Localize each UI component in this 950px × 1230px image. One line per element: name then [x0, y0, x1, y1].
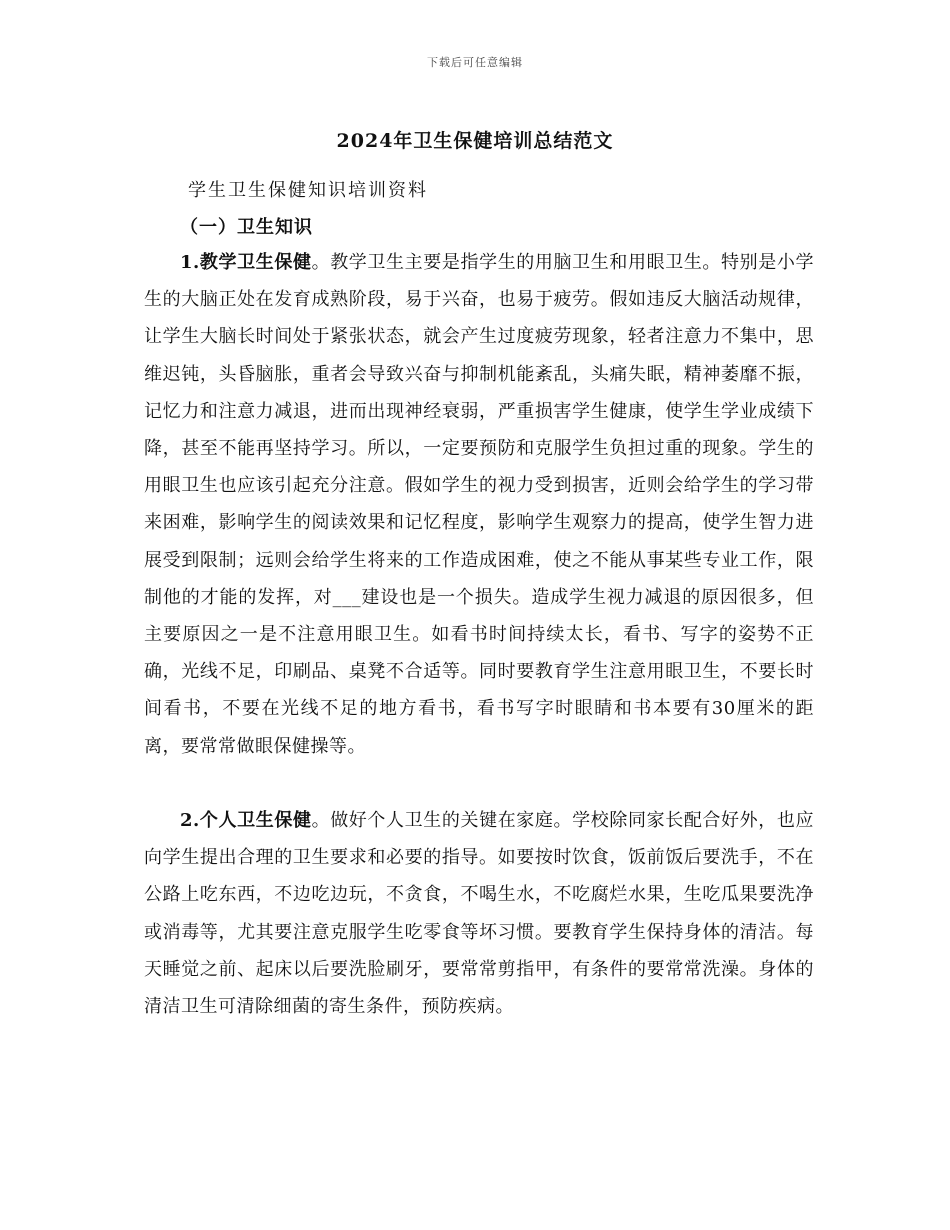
paragraph-lead: 1.教学卫生保健	[180, 252, 312, 273]
paragraph-body: 。教学卫生主要是指学生的用脑卫生和用眼卫生。特别是小学生的大脑正处在发育成熟阶段，易于兴奋，也易于疲劳。假如违反大脑活动规律，让学生大脑长时间处于紧张状态，就会产生过度疲劳现象，轻者注意力不集中，思维迟钝，头昏脑胀，重者会导致兴奋与抑制机能紊乱，头痛失眠，精神萎靡不振，记忆力和注意力减退，进而出现神经衰弱，严重损害学生健康，使学生学业成绩下降，甚至不能再坚持学习。所以，一定要预防和克服学生负担过重的现象。学生的用眼卫生也应该引起充分注意。假如学生的视力受到损害，近则会给学生的学习带来困难，影响学生的阅读效果和记忆程度，影响学生观察力的提高，使学生智力进展受到限制；远则会给学生将来的工作造成困难，使之不能从事某些专业工作，限制他的才能的发挥，对___建设也是一个损失。造成学生视力减退的原因很多，但主要原因之一是不注意用眼卫生。如看书时间持续太长，看书、写字的姿势不正确，光线不足，印刷品、桌凳不合适等。同时要教育学生注意用眼卫生，不要长时间看书，不要在光线不足的地方看书，看书写字时眼睛和书本要有30厘米的距离，要常常做眼保健操等。	[144, 252, 814, 757]
document-subtitle: 学生卫生保健知识培训资料	[188, 180, 428, 201]
paragraph-personal-hygiene	[144, 802, 814, 1025]
section-heading: （一）卫生知识	[180, 217, 313, 238]
document-title: 2024年卫生保健培训总结范文	[336, 130, 614, 152]
paragraph-teaching-hygiene	[144, 244, 814, 765]
page-header-note: 下载后可任意编辑	[427, 56, 523, 69]
paragraph-body: 。做好个人卫生的关键在家庭。学校除同家长配合好外，也应向学生提出合理的卫生要求和必要的指导。如要按时饮食，饭前饭后要洗手，不在公路上吃东西，不边吃边玩，不贪食，不喝生水，不吃腐烂水果，生吃瓜果要洗净或消毒等，尤其要注意克服学生吃零食等坏习惯。要教育学生保持身体的清洁。每天睡觉之前、起床以后要洗脸刷牙，要常常剪指甲，有条件的要常常洗澡。身体的清洁卫生可清除细菌的寄生条件，预防疾病。	[144, 810, 814, 1018]
paragraph-lead: 2.个人卫生保健	[180, 810, 312, 831]
